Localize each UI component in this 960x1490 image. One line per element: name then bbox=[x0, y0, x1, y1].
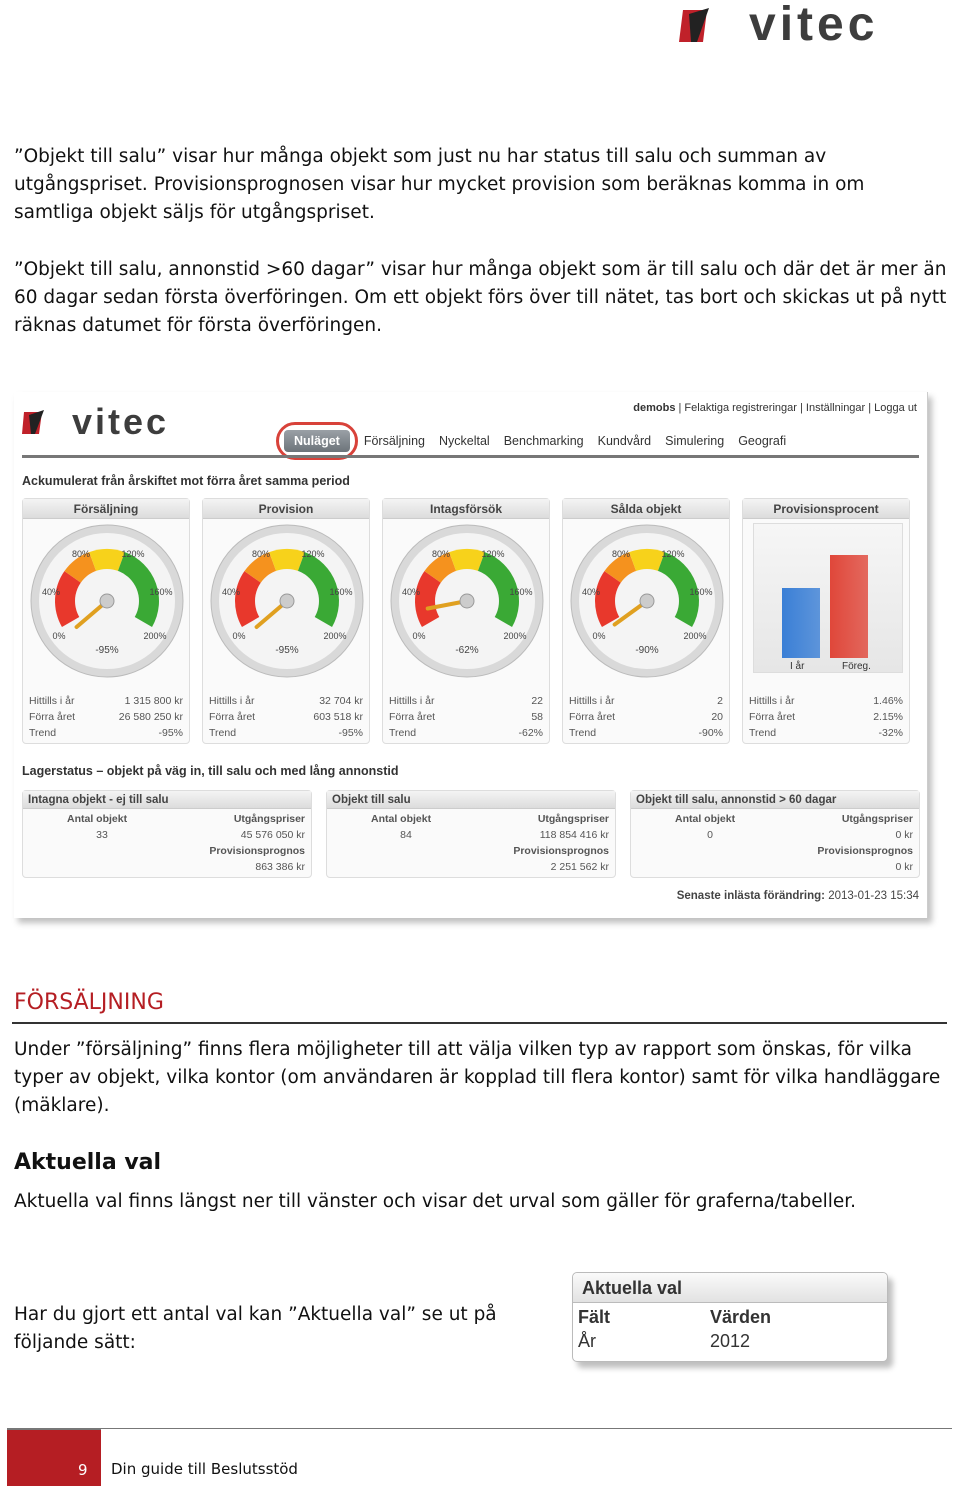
stat-row bbox=[389, 725, 543, 741]
dashboard-logo bbox=[22, 402, 224, 444]
logo-text: vitec bbox=[749, 2, 879, 48]
accumulated-heading: Ackumulerat från årskiftet mot förra året samma period bbox=[22, 474, 350, 488]
stat-row bbox=[29, 725, 183, 741]
stock-status-title: Intagna objekt - ej till salu bbox=[23, 791, 311, 809]
stat-label: Hittills i år bbox=[389, 695, 435, 707]
forecast-label: Provisionsprognos bbox=[209, 845, 305, 857]
stat-label: Förra året bbox=[749, 711, 796, 723]
gauge-tick-label: 80% bbox=[431, 549, 451, 559]
stat-row bbox=[569, 709, 723, 725]
stat-row bbox=[569, 725, 723, 741]
kpi-stats bbox=[209, 693, 363, 741]
kpi-card-title: Provision bbox=[203, 499, 369, 519]
row-value[interactable]: 2012 bbox=[710, 1331, 751, 1351]
kpi-card bbox=[742, 498, 910, 744]
gauge-tick-label: 40% bbox=[221, 587, 241, 597]
gauge-tick-label: 160% bbox=[689, 587, 713, 597]
kpi-card bbox=[22, 498, 190, 744]
kpi-card bbox=[562, 498, 730, 744]
gauge-tick-label: 160% bbox=[329, 587, 353, 597]
gauge-tick-label: 0% bbox=[592, 631, 606, 641]
count-value: 84 bbox=[400, 829, 412, 841]
section-paragraph-2: Aktuella val finns längst ner till vänster och visar det urval som gäller för graferna/tabeller. bbox=[14, 1191, 857, 1212]
stat-label: Hittills i år bbox=[209, 695, 255, 707]
gauge-tick-label: 200% bbox=[683, 631, 707, 641]
kpi-card-title: Sålda objekt bbox=[563, 499, 729, 519]
gauge-tick-label: 200% bbox=[503, 631, 527, 641]
count-label: Antal objekt bbox=[371, 813, 432, 825]
stat-value: 603 518 kr bbox=[313, 711, 363, 723]
gauge-tick-label: 120% bbox=[481, 549, 505, 559]
bar-label: Föreg. bbox=[842, 661, 871, 672]
top-links[interactable]: | Felaktiga registreringar | Inställningar | Logga ut bbox=[678, 402, 917, 414]
stat-label: Förra året bbox=[389, 711, 436, 723]
tab-forsaljning[interactable]: Försäljning bbox=[363, 434, 425, 448]
stat-label: Förra året bbox=[209, 711, 256, 723]
price-label: Utgångspriser bbox=[537, 813, 609, 825]
bar bbox=[782, 588, 820, 658]
aktuella-val-title: Aktuella val bbox=[573, 1273, 887, 1303]
price-value: 45 576 050 kr bbox=[240, 829, 305, 841]
count-value: 0 bbox=[707, 829, 713, 841]
kpi-card bbox=[202, 498, 370, 744]
stat-value: -32% bbox=[878, 727, 903, 739]
stat-label: Trend bbox=[209, 727, 237, 739]
section-heading: FÖRSÄLJNING bbox=[14, 990, 164, 1015]
stat-label: Hittills i år bbox=[749, 695, 795, 707]
dashboard-screenshot bbox=[14, 392, 928, 918]
gauge bbox=[29, 523, 185, 679]
gauge-tick-label: 200% bbox=[143, 631, 167, 641]
svg-text:vitec: vitec bbox=[72, 402, 170, 442]
last-change-value: 2013-01-23 15:34 bbox=[828, 890, 919, 902]
stat-row bbox=[209, 709, 363, 725]
row-field: År bbox=[578, 1331, 596, 1351]
stat-row bbox=[749, 693, 903, 709]
stat-value: -95% bbox=[158, 727, 183, 739]
stat-row bbox=[749, 709, 903, 725]
kpi-stats bbox=[569, 693, 723, 741]
tab-simulering[interactable]: Simulering bbox=[665, 434, 725, 448]
stat-label: Trend bbox=[29, 727, 57, 739]
gauge-tick-label: 80% bbox=[71, 549, 91, 559]
section-rule bbox=[12, 1022, 947, 1024]
kpi-stats bbox=[29, 693, 183, 741]
gauge-tick-label: 0% bbox=[412, 631, 426, 641]
stat-row bbox=[389, 693, 543, 709]
col-field-header: Fält bbox=[578, 1307, 611, 1327]
gauge bbox=[569, 523, 725, 679]
gauge-tick-label: 160% bbox=[509, 587, 533, 597]
gauge-tick-label: 120% bbox=[661, 549, 685, 559]
stat-label: Hittills i år bbox=[569, 695, 615, 707]
bar-label: I år bbox=[790, 661, 805, 672]
count-label: Antal objekt bbox=[67, 813, 128, 825]
nav-divider bbox=[22, 455, 919, 458]
gauge bbox=[389, 523, 545, 679]
section-paragraph-3: Har du gjort ett antal val kan ”Aktuella val” se ut på följande sätt: bbox=[14, 1304, 497, 1353]
tab-nyckeltal[interactable]: Nyckeltal bbox=[438, 434, 490, 448]
stat-value: 2.15% bbox=[873, 711, 903, 723]
stat-label: Hittills i år bbox=[29, 695, 75, 707]
aktuella-val-panel bbox=[572, 1272, 888, 1362]
gauge-tick-label: 80% bbox=[611, 549, 631, 559]
stat-label: Trend bbox=[389, 727, 417, 739]
col-values-header: Värden bbox=[710, 1307, 772, 1327]
bar bbox=[830, 555, 868, 658]
gauge bbox=[209, 523, 365, 679]
tab-kundvard[interactable]: Kundvård bbox=[597, 434, 652, 448]
forecast-label: Provisionsprognos bbox=[513, 845, 609, 857]
stat-row bbox=[209, 725, 363, 741]
stat-row bbox=[29, 693, 183, 709]
stat-value: 1 315 800 kr bbox=[124, 695, 183, 707]
gauge-value: -62% bbox=[455, 645, 479, 656]
kpi-card-title: Intagsförsök bbox=[383, 499, 549, 519]
forecast-value: 2 251 562 kr bbox=[550, 861, 609, 873]
page-number: 9 bbox=[78, 1461, 88, 1479]
gauge-tick-label: 40% bbox=[401, 587, 421, 597]
footer-text: Din guide till Beslutsstöd bbox=[111, 1460, 298, 1478]
stat-label: Trend bbox=[749, 727, 777, 739]
stat-value: 32 704 kr bbox=[319, 695, 363, 707]
gauge-value: -90% bbox=[635, 645, 659, 656]
count-value: 33 bbox=[96, 829, 108, 841]
stock-status-box bbox=[326, 790, 616, 878]
tab-nulaget[interactable]: Nuläget bbox=[284, 430, 350, 452]
kpi-card-title: Försäljning bbox=[23, 499, 189, 519]
price-value: 118 854 416 kr bbox=[539, 829, 609, 841]
stat-label: Förra året bbox=[569, 711, 616, 723]
stock-status-box bbox=[22, 790, 312, 878]
stat-row bbox=[29, 709, 183, 725]
subheading-aktuella-val: Aktuella val bbox=[14, 1150, 162, 1175]
gauge-tick-label: 200% bbox=[323, 631, 347, 641]
stat-value: -62% bbox=[518, 727, 543, 739]
stat-row bbox=[569, 693, 723, 709]
gauge-tick-label: 160% bbox=[149, 587, 173, 597]
stat-label: Trend bbox=[569, 727, 597, 739]
last-change bbox=[677, 890, 919, 902]
stat-value: 22 bbox=[531, 695, 543, 707]
stat-row bbox=[209, 693, 363, 709]
section-paragraph-1: Under ”försäljning” finns flera möjligheter till att välja vilken typ av rapport som önskas, för vilka typer av objekt, vilka kontor (om användaren är kopplad till flera kontor) samt för vilka handläggare (mäklare). bbox=[14, 1039, 941, 1116]
gauge-tick-label: 120% bbox=[121, 549, 145, 559]
stock-status-heading: Lagerstatus – objekt på väg in, till salu och med lång annonstid bbox=[22, 764, 399, 778]
forecast-label: Provisionsprognos bbox=[817, 845, 913, 857]
gauge-tick-label: 40% bbox=[41, 587, 61, 597]
gauge-tick-label: 0% bbox=[52, 631, 66, 641]
stat-value: -95% bbox=[338, 727, 363, 739]
forecast-value: 0 kr bbox=[895, 861, 913, 873]
gauge-tick-label: 80% bbox=[251, 549, 271, 559]
kpi-stats bbox=[749, 693, 903, 741]
price-value: 0 kr bbox=[895, 829, 913, 841]
tab-benchmarking[interactable]: Benchmarking bbox=[503, 434, 584, 448]
bar-chart bbox=[753, 523, 903, 673]
stat-value: 1.46% bbox=[873, 695, 903, 707]
stat-row bbox=[389, 709, 543, 725]
count-label: Antal objekt bbox=[675, 813, 736, 825]
tab-geografi[interactable]: Geografi bbox=[738, 434, 787, 448]
last-change-label: Senaste inlästa förändring: bbox=[676, 890, 825, 902]
kpi-card-title: Provisionsprocent bbox=[743, 499, 909, 519]
forecast-value: 863 386 kr bbox=[255, 861, 305, 873]
stock-status-title: Objekt till salu, annonstid > 60 dagar bbox=[631, 791, 919, 809]
gauge-tick-label: 120% bbox=[301, 549, 325, 559]
price-label: Utgångspriser bbox=[841, 813, 913, 825]
gauge-tick-label: 40% bbox=[581, 587, 601, 597]
stat-row bbox=[749, 725, 903, 741]
stock-status-title: Objekt till salu bbox=[327, 791, 615, 809]
vitec-logo bbox=[679, 2, 954, 48]
stat-value: 20 bbox=[711, 711, 723, 723]
stat-label: Förra året bbox=[29, 711, 76, 723]
intro-paragraph-1: ”Objekt till salu” visar hur många objekt som just nu har status till salu och summan av utgångspriset. Provisionsprognosen visar hur mycket provision som beräknas komma in om samtliga objekt säljs för utgångspriset. bbox=[14, 146, 865, 223]
intro-paragraph-2: ”Objekt till salu, annonstid >60 dagar” visar hur många objekt som är till salu och där det är mer än 60 dagar sedan första överföringen. Om ett objekt förs över till nätet, tas bort och skickas ut på nytt räknas datumet för första överföringen. bbox=[14, 259, 947, 336]
stat-value: 58 bbox=[531, 711, 543, 723]
stat-value: 26 580 250 kr bbox=[118, 711, 183, 723]
footer-rule bbox=[100, 1428, 952, 1429]
kpi-card bbox=[382, 498, 550, 744]
dashboard-top-links bbox=[633, 402, 917, 414]
price-label: Utgångspriser bbox=[233, 813, 305, 825]
stock-status-box bbox=[630, 790, 920, 878]
gauge-value: -95% bbox=[95, 645, 119, 656]
stat-value: -90% bbox=[698, 727, 723, 739]
gauge-value: -95% bbox=[275, 645, 299, 656]
gauge-tick-label: 0% bbox=[232, 631, 246, 641]
dashboard-nav bbox=[284, 426, 786, 456]
user-name[interactable]: demobs bbox=[633, 402, 676, 414]
stat-value: 2 bbox=[717, 695, 723, 707]
kpi-stats bbox=[389, 693, 543, 741]
